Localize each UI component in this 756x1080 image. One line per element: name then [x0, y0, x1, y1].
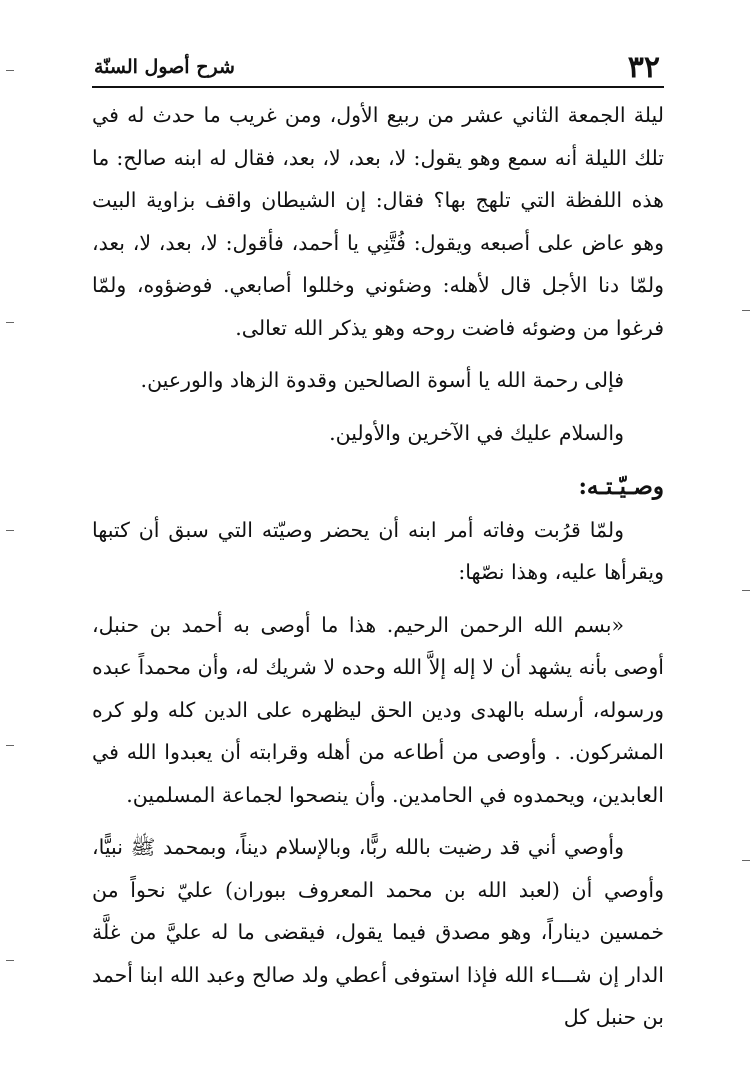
- scan-mark: [6, 530, 14, 531]
- paragraph-death-account: ليلة الجمعة الثاني عشر من ربيع الأول، ومن غريب ما حدث له في تلك الليلة أنه سمع وهو يقول: لا، بعد، لا، بعد، فقال له ابنه صالح: ما هذه اللفظة التي تلهج بها؟ فقال: إن الشيطان واقف بزاوية البيت وهو عاض على أصبعه ويقول: فُتَّنِي يا أحمد، فأقول: لا، بعد، لا، بعد، ولمّا دنا الأجل قال لأهله: وضئوني وخللوا أصابعي. فوضؤوه، ولمّا فرغوا من وضوئه فاضت روحه وهو يذكر الله تعالى.: [92, 103, 664, 340]
- scan-mark: [742, 860, 750, 861]
- page-number: ٣٢: [627, 50, 660, 85]
- paragraph-salutation: والسلام عليك في الآخرين والأولين.: [329, 420, 624, 445]
- scan-mark: [6, 960, 14, 961]
- scan-mark: [742, 590, 750, 591]
- scan-mark: [6, 70, 14, 71]
- paragraph-will-continued: وأوصي أني قد رضيت بالله ربًّا، وبالإسلام ديناً، وبمحمد ﷺ نبيًّا، وأوصي أن (لعبد الله بن محمد المعروف ببوران) عليّ نحواً من خمسين ديناراً، وهو مصدق فيما يقول، فيقضى ما له عليَّ من غلَّة الدار إن شـــاء الله فإذا استوفى أعطي ولد صالح وعبد الله ابنا أحمد بن حنبل كل: [92, 835, 664, 1029]
- scan-mark: [6, 745, 14, 746]
- paragraph-mercy-prayer: فإلى رحمة الله يا أسوة الصالحين وقدوة الزهاد والورعين.: [140, 368, 624, 392]
- section-heading: وصـيّـتـه:: [578, 473, 664, 500]
- scan-mark: [6, 322, 14, 323]
- scan-mark: [742, 310, 750, 311]
- page-header: [92, 46, 664, 88]
- page-body: [92, 94, 664, 1039]
- paragraph-will-text: «بسم الله الرحمن الرحيم. هذا ما أوصى به أحمد بن حنبل، أوصى بأنه يشهد أن لا إله إلاَّ الله وحده لا شريك له، وأن محمداً عبده ورسوله، أرسله بالهدى ودين الحق ليظهره على الدين كله ولو كره المشركون. . وأوصى من أطاعه من أهله وقرابته أن يعبدوا الله في العابدين، ويحمدوه في الحامدين. وأن ينصحوا لجماعة المسلمين.: [92, 612, 664, 807]
- paragraph-will-intro: ولمّا قرُبت وفاته أمر ابنه أن يحضر وصيّته التي سبق أن كتبها ويقرأها عليه، وهذا نصّها:: [92, 517, 664, 584]
- running-title: شرح أصول السنّة: [94, 56, 235, 78]
